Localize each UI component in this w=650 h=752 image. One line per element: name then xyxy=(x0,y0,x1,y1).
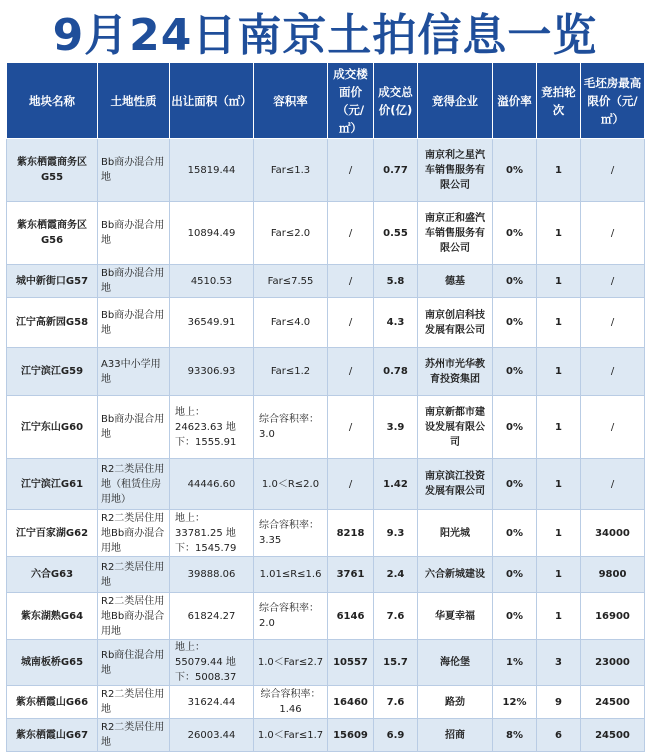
table-row xyxy=(7,348,645,396)
cell-unit-price: 16460 xyxy=(328,686,374,719)
col-header-far: 容积率 xyxy=(254,63,328,139)
cell-unit-price: / xyxy=(328,298,374,348)
cell-area: 31624.44 xyxy=(170,686,254,719)
cell-winner: 南京新都市建设发展有限公司 xyxy=(418,396,493,459)
cell-name: 江宁滨江G61 xyxy=(7,459,98,510)
cell-premium: 0% xyxy=(493,139,537,202)
cell-max-price: / xyxy=(581,396,645,459)
cell-winner: 华夏幸福 xyxy=(418,593,493,640)
cell-unit-price: 8218 xyxy=(328,510,374,557)
cell-winner: 德基 xyxy=(418,265,493,298)
table-row xyxy=(7,510,645,557)
cell-total: 3.9 xyxy=(374,396,418,459)
cell-unit-price: / xyxy=(328,348,374,396)
table-row xyxy=(7,298,645,348)
cell-max-price: 24500 xyxy=(581,719,645,752)
table-row xyxy=(7,686,645,719)
col-header-max-price: 毛坯房最高限价（元/㎡） xyxy=(581,63,645,139)
cell-total: 1.42 xyxy=(374,459,418,510)
cell-far: 综合容积率：3.35 xyxy=(254,510,328,557)
cell-area: 地上：33781.25 地下：1545.79 xyxy=(170,510,254,557)
cell-premium: 0% xyxy=(493,459,537,510)
cell-name: 紫东栖霞商务区G55 xyxy=(7,139,98,202)
cell-unit-price: / xyxy=(328,396,374,459)
cell-winner: 苏州市光华教育投资集团 xyxy=(418,348,493,396)
cell-type: Bb商办混合用地 xyxy=(98,396,170,459)
table-row xyxy=(7,202,645,265)
col-header-type: 土地性质 xyxy=(98,63,170,139)
cell-far: 1.0＜Far≤1.7 xyxy=(254,719,328,752)
col-header-unit-price: 成交楼面价（元/㎡） xyxy=(328,63,374,139)
cell-area: 地上：55079.44 地下：5008.37 xyxy=(170,640,254,686)
cell-name: 紫东栖霞山G66 xyxy=(7,686,98,719)
table-row xyxy=(7,719,645,752)
cell-max-price: 16900 xyxy=(581,593,645,640)
cell-type: Bb商办混合用地 xyxy=(98,202,170,265)
cell-name: 紫东栖霞山G67 xyxy=(7,719,98,752)
cell-type: R2二类居住用地Bb商办混合用地 xyxy=(98,510,170,557)
cell-max-price: / xyxy=(581,298,645,348)
cell-far: 综合容积率：1.46 xyxy=(254,686,328,719)
cell-type: R2二类居住用地Bb商办混合用地 xyxy=(98,593,170,640)
cell-total: 4.3 xyxy=(374,298,418,348)
cell-rounds: 6 xyxy=(537,719,581,752)
cell-unit-price: 6146 xyxy=(328,593,374,640)
cell-max-price: / xyxy=(581,202,645,265)
table-header-row xyxy=(7,63,645,139)
cell-max-price: 23000 xyxy=(581,640,645,686)
cell-premium: 1% xyxy=(493,640,537,686)
cell-winner: 招商 xyxy=(418,719,493,752)
cell-name: 城中新街口G57 xyxy=(7,265,98,298)
cell-premium: 0% xyxy=(493,202,537,265)
table-row xyxy=(7,139,645,202)
cell-far: Far≤1.2 xyxy=(254,348,328,396)
cell-type: Bb商办混合用地 xyxy=(98,265,170,298)
land-auction-table xyxy=(6,62,645,752)
cell-premium: 0% xyxy=(493,593,537,640)
cell-area: 26003.44 xyxy=(170,719,254,752)
cell-winner: 南京利之星汽车销售服务有限公司 xyxy=(418,139,493,202)
cell-premium: 0% xyxy=(493,396,537,459)
cell-rounds: 1 xyxy=(537,593,581,640)
cell-far: Far≤7.55 xyxy=(254,265,328,298)
cell-type: A33中小学用地 xyxy=(98,348,170,396)
cell-rounds: 3 xyxy=(537,640,581,686)
table-row xyxy=(7,640,645,686)
cell-type: Rb商住混合用地 xyxy=(98,640,170,686)
cell-name: 六合G63 xyxy=(7,557,98,593)
cell-name: 城南板桥G65 xyxy=(7,640,98,686)
cell-far: 综合容积率：3.0 xyxy=(254,396,328,459)
cell-premium: 8% xyxy=(493,719,537,752)
cell-total: 6.9 xyxy=(374,719,418,752)
cell-premium: 0% xyxy=(493,557,537,593)
cell-rounds: 1 xyxy=(537,510,581,557)
cell-type: Bb商办混合用地 xyxy=(98,298,170,348)
cell-unit-price: 3761 xyxy=(328,557,374,593)
cell-type: R2二类居住用地 xyxy=(98,557,170,593)
col-header-rounds: 竞拍轮次 xyxy=(537,63,581,139)
cell-rounds: 1 xyxy=(537,348,581,396)
col-header-area: 出让面积（㎡） xyxy=(170,63,254,139)
cell-area: 10894.49 xyxy=(170,202,254,265)
cell-name: 江宁高新园G58 xyxy=(7,298,98,348)
cell-total: 15.7 xyxy=(374,640,418,686)
cell-far: Far≤1.3 xyxy=(254,139,328,202)
col-header-total: 成交总价(亿) xyxy=(374,63,418,139)
cell-area: 地上：24623.63 地下：1555.91 xyxy=(170,396,254,459)
cell-total: 2.4 xyxy=(374,557,418,593)
col-header-premium: 溢价率 xyxy=(493,63,537,139)
cell-unit-price: / xyxy=(328,459,374,510)
cell-max-price: 24500 xyxy=(581,686,645,719)
cell-total: 9.3 xyxy=(374,510,418,557)
cell-winner: 路劲 xyxy=(418,686,493,719)
cell-far: 1.0＜R≤2.0 xyxy=(254,459,328,510)
cell-rounds: 1 xyxy=(537,459,581,510)
cell-rounds: 1 xyxy=(537,396,581,459)
cell-winner: 海伦堡 xyxy=(418,640,493,686)
cell-far: Far≤4.0 xyxy=(254,298,328,348)
cell-far: 1.0＜Far≤2.7 xyxy=(254,640,328,686)
cell-total: 0.78 xyxy=(374,348,418,396)
cell-premium: 0% xyxy=(493,510,537,557)
cell-name: 江宁东山G60 xyxy=(7,396,98,459)
table-row xyxy=(7,265,645,298)
cell-total: 7.6 xyxy=(374,686,418,719)
table-row xyxy=(7,593,645,640)
cell-winner: 六合新城建设 xyxy=(418,557,493,593)
cell-unit-price: 15609 xyxy=(328,719,374,752)
cell-area: 36549.91 xyxy=(170,298,254,348)
cell-winner: 南京正和盛汽车销售服务有限公司 xyxy=(418,202,493,265)
cell-total: 0.55 xyxy=(374,202,418,265)
table-row xyxy=(7,557,645,593)
cell-rounds: 1 xyxy=(537,202,581,265)
page-title: 9月24日南京土拍信息一览 xyxy=(52,10,598,61)
cell-far: Far≤2.0 xyxy=(254,202,328,265)
cell-area: 4510.53 xyxy=(170,265,254,298)
cell-far: 综合容积率：2.0 xyxy=(254,593,328,640)
cell-rounds: 1 xyxy=(537,298,581,348)
table-row xyxy=(7,396,645,459)
cell-area: 61824.27 xyxy=(170,593,254,640)
cell-premium: 0% xyxy=(493,348,537,396)
cell-unit-price: / xyxy=(328,265,374,298)
cell-total: 5.8 xyxy=(374,265,418,298)
cell-type: R2二类居住用地 xyxy=(98,686,170,719)
cell-winner: 南京创启科技发展有限公司 xyxy=(418,298,493,348)
cell-rounds: 1 xyxy=(537,557,581,593)
cell-name: 江宁百家湖G62 xyxy=(7,510,98,557)
cell-name: 江宁滨江G59 xyxy=(7,348,98,396)
cell-winner: 阳光城 xyxy=(418,510,493,557)
cell-total: 7.6 xyxy=(374,593,418,640)
cell-area: 93306.93 xyxy=(170,348,254,396)
cell-area: 44446.60 xyxy=(170,459,254,510)
cell-max-price: 9800 xyxy=(581,557,645,593)
cell-rounds: 1 xyxy=(537,139,581,202)
cell-rounds: 9 xyxy=(537,686,581,719)
cell-type: Bb商办混合用地 xyxy=(98,139,170,202)
cell-area: 39888.06 xyxy=(170,557,254,593)
table-row xyxy=(7,459,645,510)
cell-premium: 0% xyxy=(493,265,537,298)
cell-max-price: 34000 xyxy=(581,510,645,557)
cell-area: 15819.44 xyxy=(170,139,254,202)
cell-max-price: / xyxy=(581,459,645,510)
cell-premium: 12% xyxy=(493,686,537,719)
cell-total: 0.77 xyxy=(374,139,418,202)
cell-max-price: / xyxy=(581,265,645,298)
cell-max-price: / xyxy=(581,139,645,202)
cell-rounds: 1 xyxy=(537,265,581,298)
cell-unit-price: 10557 xyxy=(328,640,374,686)
cell-winner: 南京滨江投资发展有限公司 xyxy=(418,459,493,510)
cell-max-price: / xyxy=(581,348,645,396)
cell-premium: 0% xyxy=(493,298,537,348)
cell-type: R2二类居住用地 xyxy=(98,719,170,752)
cell-name: 紫东湖熟G64 xyxy=(7,593,98,640)
cell-type: R2二类居住用地（租赁住房用地） xyxy=(98,459,170,510)
cell-far: 1.01≤R≤1.6 xyxy=(254,557,328,593)
cell-unit-price: / xyxy=(328,202,374,265)
cell-name: 紫东栖霞商务区G56 xyxy=(7,202,98,265)
col-header-winner: 竞得企业 xyxy=(418,63,493,139)
col-header-name: 地块名称 xyxy=(7,63,98,139)
cell-unit-price: / xyxy=(328,139,374,202)
